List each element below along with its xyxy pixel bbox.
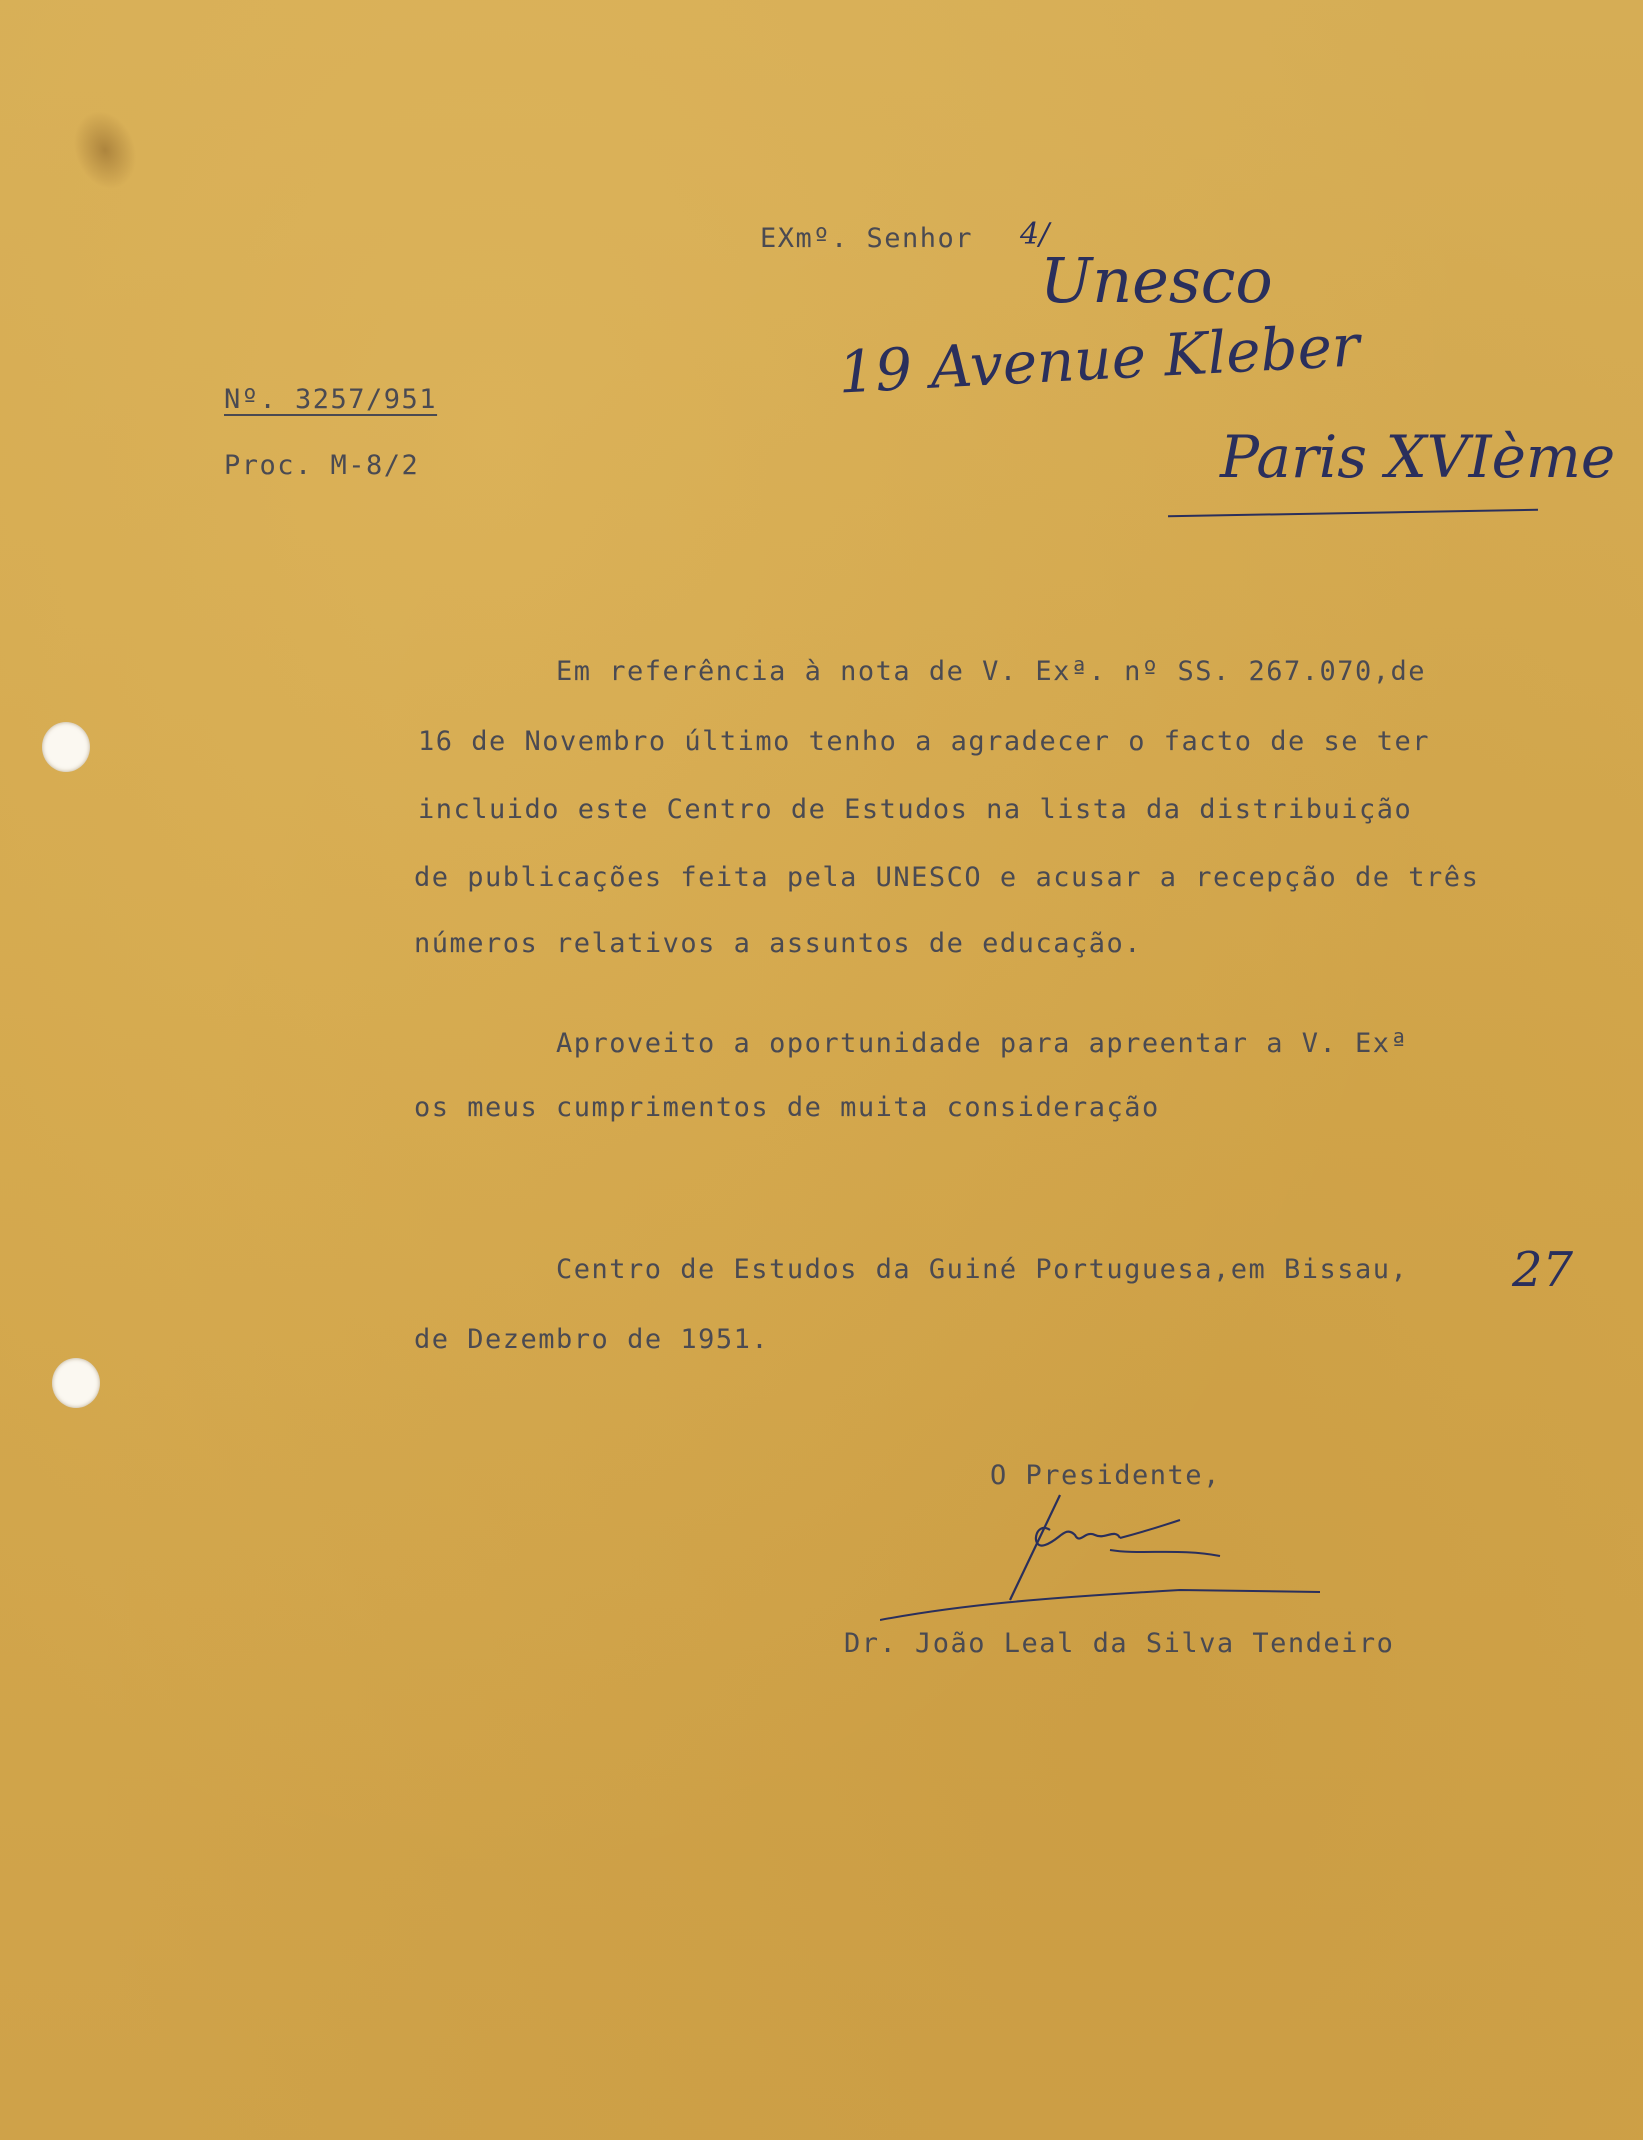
paragraph2-line1: Aproveito a oportunidade para apreentar a V. Exª: [556, 1028, 1409, 1059]
dateline-day: 27: [1512, 1242, 1574, 1298]
reference-number: Nº. 3257/951: [224, 384, 438, 415]
paragraph1-line1: Em referência à nota de V. Exª. nº SS. 267.070,de: [556, 656, 1427, 687]
address-line-1: Unesco: [1040, 244, 1273, 317]
address-line-3: Paris XVIème: [1220, 423, 1616, 491]
dateline-line1: Centro de Estudos da Guiné Portuguesa,em Bissau,: [556, 1254, 1409, 1285]
paragraph1-line4: de publicações feita pela UNESCO e acusar a recepção de três: [414, 862, 1480, 893]
paper-stain: [63, 102, 147, 198]
salutation: EXmº. Senhor: [760, 223, 974, 254]
paragraph1-line3: incluido este Centro de Estudos na lista da distribuição: [418, 794, 1413, 825]
signature-scribble: [880, 1490, 1340, 1630]
signature-title: O Presidente,: [990, 1460, 1221, 1491]
dateline-line2: de Dezembro de 1951.: [414, 1324, 770, 1355]
paragraph1-line2: 16 de Novembro último tenho a agradecer o facto de se ter: [418, 726, 1431, 757]
paragraph1-line5: números relativos a assuntos de educação.: [414, 928, 1142, 959]
paragraph2-line2: os meus cumprimentos de muita consideração: [414, 1092, 1160, 1123]
address-underline: [1168, 509, 1538, 517]
process-number: Proc. M-8/2: [224, 450, 420, 481]
punch-hole-top: [42, 722, 90, 772]
signatory-name: Dr. João Leal da Silva Tendeiro: [844, 1628, 1395, 1659]
punch-hole-bottom: [52, 1358, 100, 1408]
salutation-mark: 4/: [1020, 217, 1050, 252]
address-line-2: 19 Avenue Kleber: [836, 311, 1362, 407]
